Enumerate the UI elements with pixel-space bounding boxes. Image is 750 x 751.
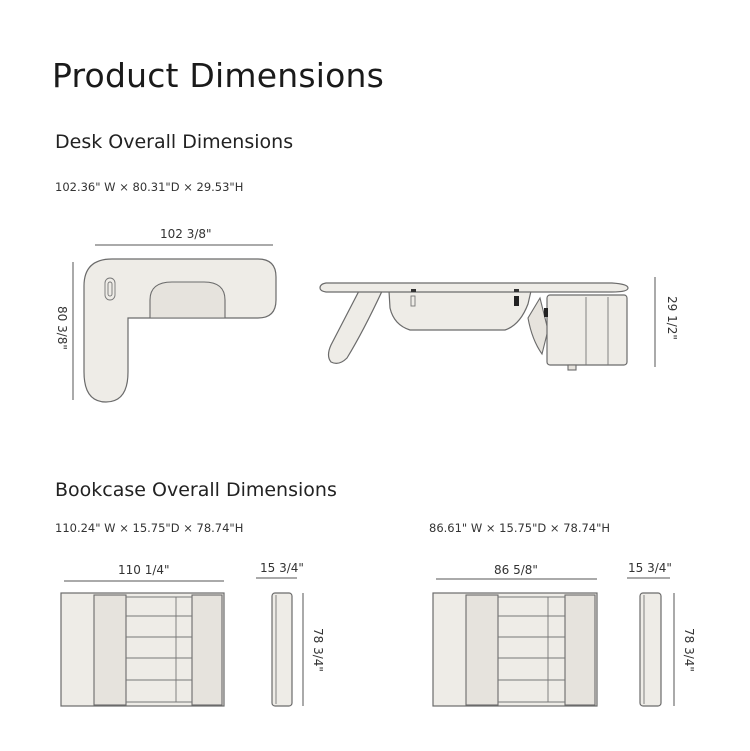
large-bookcase-side-view — [256, 578, 303, 706]
large-bookcase-width-label: 110 1/4" — [118, 563, 170, 577]
desk-top-view — [73, 245, 276, 402]
desk-depth-label: 80 3/8" — [55, 306, 69, 350]
large-bookcase-height-label: 78 3/4" — [311, 628, 325, 672]
desk-side-view — [320, 277, 655, 370]
small-bookcase-width-label: 86 5/8" — [494, 563, 538, 577]
small-bookcase-front-view — [433, 579, 597, 706]
large-bookcase-front-view — [61, 581, 224, 706]
desk-height-label: 29 1/2" — [665, 296, 679, 340]
small-bookcase-height-label: 78 3/4" — [682, 628, 696, 672]
small-bookcase-spec: 86.61" W × 15.75"D × 78.74"H — [429, 521, 611, 535]
page-title: Product Dimensions — [52, 56, 384, 95]
small-bookcase-side-view — [627, 578, 674, 706]
small-bookcase-depth-label: 15 3/4" — [628, 561, 672, 575]
desk-heading: Desk Overall Dimensions — [55, 131, 294, 153]
bookcase-heading: Bookcase Overall Dimensions — [55, 479, 337, 501]
large-bookcase-depth-label: 15 3/4" — [260, 561, 304, 575]
large-bookcase-spec: 110.24" W × 15.75"D × 78.74"H — [55, 521, 244, 535]
desk-width-label: 102 3/8" — [160, 227, 212, 241]
desk-spec: 102.36" W × 80.31"D × 29.53"H — [55, 180, 244, 194]
